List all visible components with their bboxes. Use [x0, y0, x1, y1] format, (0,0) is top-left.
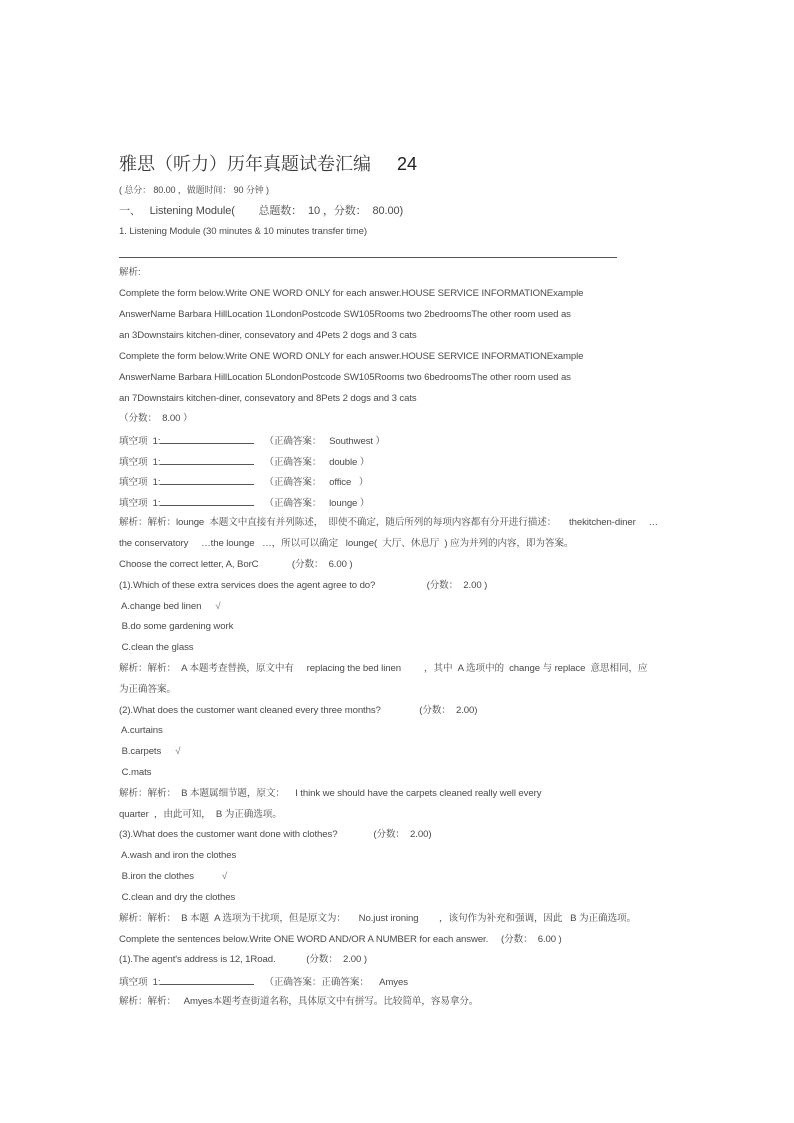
- form-text-line: AnswerName Barbara HillLocation 1LondonPostcode SW105Rooms two 2bedroomsThe other room used as: [119, 309, 571, 320]
- mc-analysis: 解析：解析： A 本题考查替换，原文中有 replacing the bed linen ，其中 A 选项中的 change 与 replace 意思相同，应: [119, 663, 648, 674]
- mc-analysis: quarter ，由此可知， B 为正确选项。: [119, 809, 282, 820]
- check-icon: √: [215, 601, 221, 612]
- mc-option[interactable]: B.do some gardening work: [119, 621, 234, 632]
- blank-item: [119, 434, 385, 448]
- form-analysis: the conservatory …the lounge …，所以可以确定 lounge( 大厅、休息厅 ) 应为并列的内容，即为答案。: [119, 538, 574, 549]
- mc-option[interactable]: [119, 871, 227, 883]
- mc-option[interactable]: C.clean and dry the clothes: [119, 892, 236, 903]
- mc-analysis: 解析：解析： B 本题属细节题，原文： I think we should have the carpets cleaned really well every: [119, 788, 542, 799]
- blank-label: 填空项 1:: [119, 457, 161, 468]
- form-analysis: 解析：解析：lounge 本题文中直接有并列陈述， 即使不确定，随后所列的每项内容都有分开进行描述： thekitchen-diner …: [119, 517, 659, 528]
- analysis-label: 解析:: [119, 267, 141, 278]
- form-text-line: AnswerName Barbara HillLocation 5LondonPostcode SW105Rooms two 6bedroomsThe other room used as: [119, 372, 571, 383]
- mc-question: (2).What does the customer want cleaned every three months? (分数： 2.00): [119, 705, 478, 716]
- option-text: B.iron the clothes: [119, 871, 194, 882]
- mc-option[interactable]: [119, 746, 180, 758]
- mc-option[interactable]: C.mats: [119, 767, 152, 778]
- form-text-line: Complete the form below.Write ONE WORD ONLY for each answer.HOUSE SERVICE INFORMATIONExample: [119, 288, 584, 299]
- blank-label: 填空项 1:: [119, 477, 161, 488]
- exam-meta: ( 总分： 80.00 ，做题时间： 90 分钟 ): [119, 185, 269, 195]
- blank-field[interactable]: [160, 455, 254, 465]
- sentence-question: (1).The agent's address is 12, 1Road. (分数： 2.00 ): [119, 954, 367, 965]
- blank-answer: （正确答案： double ）: [264, 457, 370, 468]
- title-number: 24: [397, 154, 418, 174]
- blank-item: [119, 455, 369, 469]
- mc-analysis: 解析：解析： B 本题 A 选项为干扰项，但是原文为： No.just ironing ，该句作为补充和强调，因此 B 为正确选项。: [119, 913, 636, 924]
- sentences-header: Complete the sentences below.Write ONE WORD AND/OR A NUMBER for each answer. (分数： 6.00 ): [119, 934, 562, 945]
- question-header: 1. Listening Module (30 minutes & 10 minutes transfer time): [119, 226, 367, 237]
- check-icon: √: [221, 871, 228, 882]
- blank-answer: （正确答案： office ）: [264, 477, 369, 488]
- title-text: 雅思（听力）历年真题试卷汇编: [119, 154, 371, 174]
- choose-header: Choose the correct letter, A, BorC (分数： 6.00 ): [119, 559, 353, 570]
- option-text: B.carpets: [119, 746, 162, 757]
- sentence-analysis: 解析：解析： Amyes本题考查街道名称，具体原文中有拼写。比较简单，容易拿分。: [119, 996, 479, 1007]
- check-icon: √: [175, 746, 181, 757]
- mc-analysis: 为正确答案。: [119, 684, 176, 695]
- blank-item: [119, 975, 408, 989]
- blank-label: 填空项 1:: [119, 977, 161, 988]
- form-text-line: Complete the form below.Write ONE WORD ONLY for each answer.HOUSE SERVICE INFORMATIONExample: [119, 351, 584, 362]
- form-score: （分数： 8.00 ）: [119, 413, 193, 424]
- mc-option[interactable]: A.wash and iron the clothes: [119, 850, 237, 861]
- blank-item: [119, 475, 368, 489]
- blank-answer: （正确答案： Southwest ）: [264, 436, 386, 447]
- form-text-line: an 3Downstairs kitchen-diner, consevatory and 4Pets 2 dogs and 3 cats: [119, 330, 417, 341]
- section-heading: 一、 Listening Module( 总题数： 10 ，分数： 80.00): [119, 205, 404, 217]
- blank-answer: （正确答案： lounge ）: [264, 498, 370, 509]
- blank-answer: （正确答案：正确答案： Amyes: [264, 977, 408, 988]
- divider: [119, 257, 617, 258]
- form-text-line: an 7Downstairs kitchen-diner, consevatory and 8Pets 2 dogs and 3 cats: [119, 393, 417, 404]
- blank-field[interactable]: [160, 496, 254, 506]
- mc-option[interactable]: [119, 601, 221, 613]
- blank-field[interactable]: [160, 475, 254, 485]
- blank-label: 填空项 1:: [119, 436, 161, 447]
- blank-field[interactable]: [160, 434, 254, 444]
- option-text: A.change bed linen: [119, 601, 202, 612]
- mc-question: (3).What does the customer want done with clothes? (分数： 2.00): [119, 829, 432, 840]
- mc-question: (1).Which of these extra services does the agent agree to do? (分数： 2.00 ): [119, 580, 488, 591]
- blank-item: [119, 496, 369, 510]
- document-title: [119, 150, 417, 176]
- mc-option[interactable]: C.clean the glass: [119, 642, 194, 653]
- blank-label: 填空项 1:: [119, 498, 161, 509]
- mc-option[interactable]: A.curtains: [119, 725, 163, 736]
- blank-field[interactable]: [160, 975, 254, 985]
